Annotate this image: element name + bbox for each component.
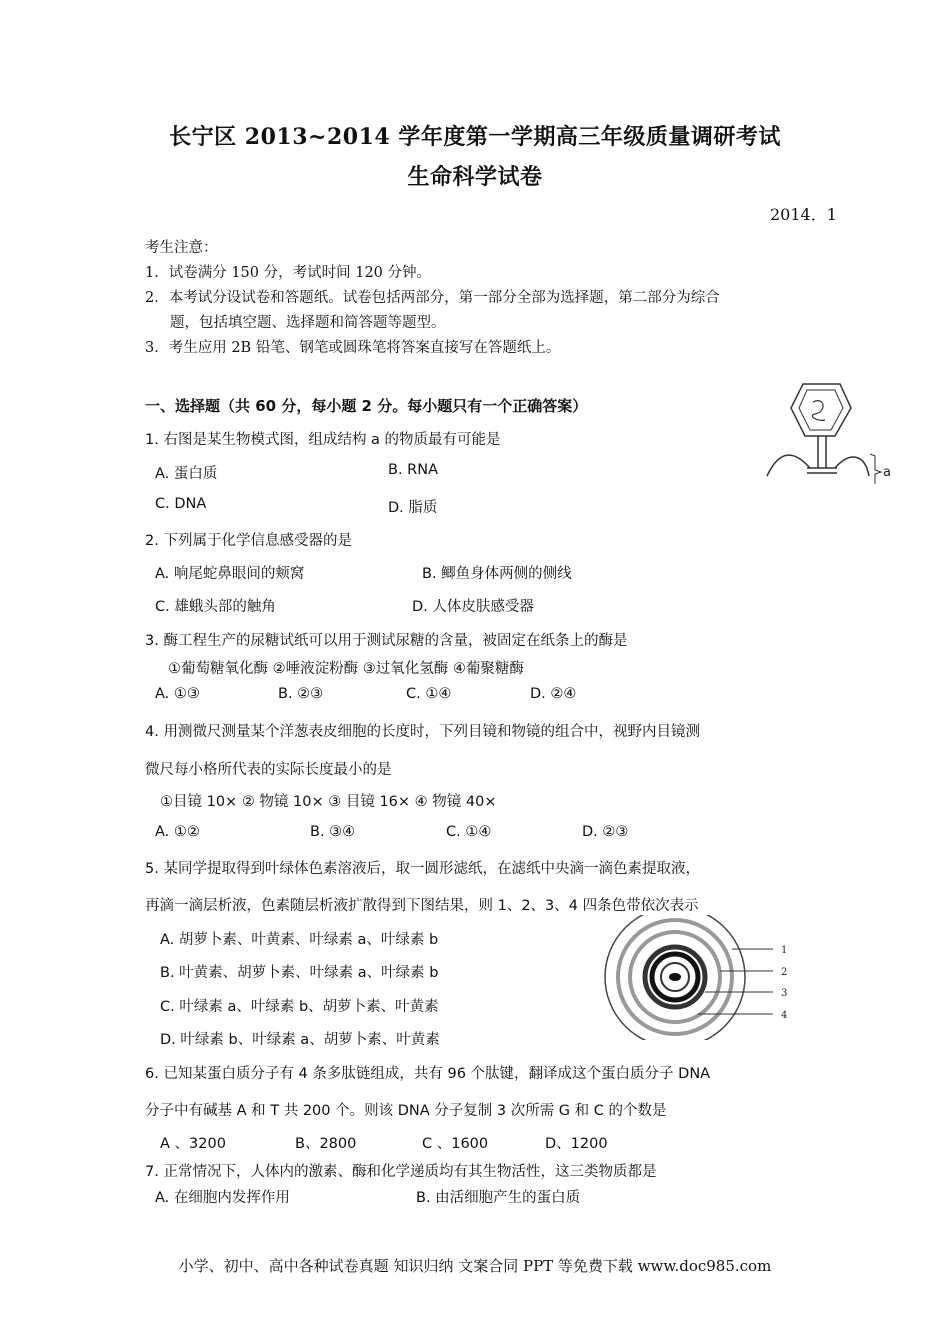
q3-stem: 3. 酶工程生产的尿糖试纸可以用于测试尿糖的含量，被固定在纸条上的酶是 [145, 633, 628, 649]
exam-title-line2: 生命科学试卷 [407, 164, 543, 190]
exam-date: 2014．1 [770, 205, 837, 224]
structure-a-bracket [870, 454, 881, 484]
q1-option-c: C. DNA [155, 496, 207, 512]
phage-tail-fiber-left [767, 455, 810, 476]
q6-option-c: C 、1600 [422, 1136, 489, 1152]
q4-option-d: D. ②③ [582, 824, 629, 840]
q6-option-a: A 、3200 [160, 1136, 226, 1152]
q7-option-a: A. 在细胞内发挥作用 [155, 1190, 290, 1206]
notice-item-2b: 题，包括填空题、选择题和简答题等题型。 [170, 315, 446, 331]
band-label-4: 4 [781, 1010, 788, 1021]
phage-tail [818, 436, 826, 468]
notice-heading: 考生注意： [145, 240, 218, 256]
q6-stem-line1: 6. 已知某蛋白质分子有 4 条多肽链组成，共有 96 个肽键，翻译成这个蛋白质分子 DNA [145, 1066, 711, 1082]
q2-stem: 2. 下列属于化学信息感受器的是 [145, 533, 352, 549]
q1-figure-phage [755, 376, 895, 486]
q2-option-c: C. 雄蛾头部的触角 [155, 599, 276, 615]
q2-option-d: D. 人体皮肤感受器 [412, 599, 534, 615]
q6-option-d: D、1200 [545, 1136, 608, 1152]
phage-head-inner [799, 390, 843, 430]
q5-option-c: C. 叶绿素 a、叶绿素 b、胡萝卜素、叶黄素 [160, 999, 439, 1015]
q4-option-b: B. ③④ [310, 824, 356, 840]
notice-item-1: 1．试卷满分 150 分，考试时间 120 分钟。 [145, 265, 432, 281]
q2-option-b: B. 鲫鱼身体两侧的侧线 [422, 566, 572, 582]
phage-dna-coil [812, 401, 825, 421]
q4-stem-line2: 微尺每小格所代表的实际长度最小的是 [145, 762, 392, 778]
notice-item-2a: 2．本考试分设试卷和答题纸。试卷包括两部分，第一部分全部为选择题，第二部分为综合 [145, 290, 720, 306]
center-spot [669, 973, 681, 981]
q5-figure-chromatography [595, 915, 800, 1040]
band-label-1: 1 [781, 945, 788, 956]
phage-tail-fiber-right [835, 457, 869, 476]
band-label-3: 3 [781, 988, 788, 999]
q5-stem-line2: 再滴一滴层析液，色素随层析液扩散得到下图结果，则 1、2、3、4 四条色带依次表示 [145, 898, 699, 914]
q4-option-a: A. ①② [155, 824, 200, 840]
structure-a-label: a [883, 465, 891, 480]
q3-option-a: A. ①③ [155, 686, 200, 702]
q5-stem-line1: 5. 某同学提取得到叶绿体色素溶液后，取一圆形滤纸，在滤纸中央滴一滴色素提取液， [145, 861, 700, 877]
page-footer: 小学、初中、高中各种试卷真题 知识归纳 文案合同 PPT 等免费下载 www.doc985.com [178, 1257, 772, 1275]
q1-option-b: B. RNA [388, 462, 439, 478]
q5-option-b: B. 叶黄素、胡萝卜素、叶绿素 a、叶绿素 b [160, 965, 439, 981]
q4-stem-line1: 4. 用测微尺测量某个洋葱表皮细胞的长度时，下列目镜和物镜的组合中，视野内目镜测 [145, 724, 700, 740]
q3-option-b: B. ②③ [278, 686, 324, 702]
q1-stem: 1. 右图是某生物模式图，组成结构 a 的物质最有可能是 [145, 432, 501, 448]
q2-option-a: A. 响尾蛇鼻眼间的颊窝 [155, 566, 305, 582]
q3-enzyme-list: ①葡萄糖氧化酶 ②唾液淀粉酶 ③过氧化氢酶 ④葡聚糖酶 [168, 661, 524, 677]
band-label-2: 2 [781, 967, 788, 978]
q7-stem: 7. 正常情况下，人体内的激素、酶和化学递质均有其生物活性，这三类物质都是 [145, 1164, 657, 1180]
q7-option-b: B. 由活细胞产生的蛋白质 [416, 1190, 581, 1206]
q3-option-c: C. ①④ [406, 686, 452, 702]
q1-option-a: A. 蛋白质 [155, 466, 218, 482]
notice-item-3: 3．考生应用 2B 铅笔、钢笔或圆珠笔将答案直接写在答题纸上。 [145, 340, 561, 356]
section-1-heading: 一、选择题（共 60 分，每小题 2 分。每小题只有一个正确答案） [145, 397, 588, 415]
q3-option-d: D. ②④ [530, 686, 577, 702]
q5-option-a: A. 胡萝卜素、叶黄素、叶绿素 a、叶绿素 b [160, 932, 439, 948]
q5-option-d: D. 叶绿素 b、叶绿素 a、胡萝卜素、叶黄素 [160, 1032, 440, 1048]
q6-option-b: B、2800 [295, 1136, 357, 1152]
q1-option-d: D. 脂质 [388, 500, 438, 516]
exam-title-line1: 长宁区 2013~2014 学年度第一学期高三年级质量调研考试 [169, 124, 781, 150]
phage-base-plate [807, 468, 837, 473]
q6-stem-line2: 分子中有碱基 A 和 T 共 200 个。则该 DNA 分子复制 3 次所需 G 和 C 的个数是 [145, 1103, 667, 1119]
q4-lens-list: ①目镜 10× ② 物镜 10× ③ 目镜 16× ④ 物镜 40× [160, 794, 497, 810]
q4-option-c: C. ①④ [446, 824, 492, 840]
